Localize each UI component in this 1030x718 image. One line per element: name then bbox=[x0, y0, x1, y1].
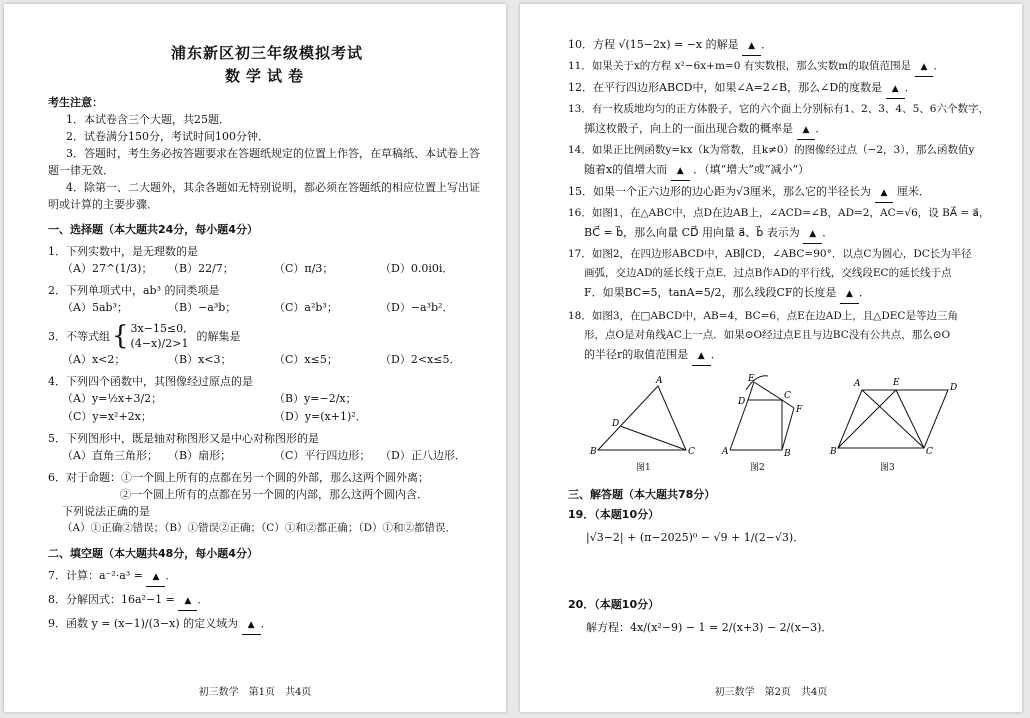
q10-answer-blank bbox=[742, 36, 761, 56]
q9-answer-blank bbox=[242, 615, 261, 635]
q2-option-d: （D）−a³b²． bbox=[380, 301, 454, 314]
question-13: 13．有一枚质地均匀的正方体骰子，它的六个面上分别标有1、2、3、4、5、6六个数字， bbox=[568, 103, 989, 115]
figure-3-parallelogram bbox=[838, 390, 948, 448]
question-6-options: （A）①正确②错误；（B）①错误②正确；（C）①和②都正确；（D）①和②都错误． bbox=[62, 522, 456, 534]
q5-option-d: （D）正八边形． bbox=[380, 449, 466, 462]
question-6-line-2: ②一个圆上所有的点都在另一个圆的内部，那么这两个圆内含． bbox=[120, 488, 428, 501]
q7-answer-blank bbox=[146, 567, 165, 587]
question-1-options bbox=[48, 260, 486, 278]
question-19-heading: 19．（本题10分） bbox=[568, 508, 660, 521]
question-5-options bbox=[48, 447, 486, 465]
question-4-options-row-1 bbox=[48, 390, 486, 408]
notice-3: 3．答题时，考生务必按答题要求在答题纸规定的位置上作答，在草稿纸、本试卷上答 bbox=[66, 147, 480, 160]
figure-2-quadrilateral bbox=[730, 376, 794, 450]
q2-option-b: （B）−a³b； bbox=[168, 301, 237, 314]
question-18-cont: 形，点O是对角线AC上一点．如果⊙O经过点E且与边BC没有公共点，那么⊙O bbox=[584, 329, 951, 341]
question-6-line-3: 下列说法正确的是 bbox=[62, 505, 150, 518]
exam-page-2 bbox=[520, 4, 1022, 712]
notice-4-cont: 明或计算的主要步骤． bbox=[48, 198, 158, 211]
q9-blank-mark: ▲ bbox=[247, 620, 255, 630]
q4-option-c: （C）y=x²+2x； bbox=[62, 410, 152, 423]
notice-heading: 考生注意： bbox=[48, 96, 103, 109]
q11-blank-mark: ▲ bbox=[920, 62, 928, 72]
question-4-options-row-2 bbox=[48, 408, 486, 426]
q3-prefix: 3．不等式组 bbox=[48, 329, 110, 343]
q12-text: 12．在平行四边形ABCD中，如果∠A=2∠B，那么∠D的度数是 bbox=[568, 81, 883, 94]
q3-system bbox=[131, 321, 189, 351]
q14-text-2: 随着x的值增大而 bbox=[584, 163, 668, 176]
fig3-label-a: A bbox=[854, 379, 861, 389]
q15-answer-blank bbox=[875, 183, 894, 203]
q7-blank-mark: ▲ bbox=[152, 572, 160, 582]
q2-option-c: （C）a²b³； bbox=[274, 301, 338, 314]
q13-text-2: 掷这枚骰子，向上的一面出现合数的概率是 bbox=[584, 122, 793, 135]
q3-option-d: （D）2<x≤5． bbox=[380, 353, 461, 366]
fig2-label-a: A bbox=[722, 447, 729, 457]
q14-text-3: ．（填“增大”或“减小”） bbox=[693, 163, 810, 176]
question-7: 7．计算：a⁻²·a³ = ▲ ． bbox=[48, 567, 486, 587]
question-17: 17．如图2，在四边形ABCD中，AB∥CD，∠ABC=90°．以点C为圆心，DC长为半径 bbox=[568, 248, 972, 260]
fig1-label-a: A bbox=[656, 376, 663, 386]
figure-3-caption: 图3 bbox=[880, 463, 895, 473]
q16-blank-mark: ▲ bbox=[809, 229, 817, 239]
question-13-cont: 掷这枚骰子，向上的一面出现合数的概率是 ▲ ． bbox=[568, 120, 998, 140]
question-2-options bbox=[48, 299, 486, 317]
q9-text: 9．函数 y = (x−1)/(3−x) 的定义域为 bbox=[48, 617, 239, 630]
q11-text: 11．如果关于x的方程 x²−6x+m=0 有实数根，那么实数m的取值范围是 bbox=[568, 60, 912, 72]
question-14-cont bbox=[568, 161, 998, 181]
q18-answer-blank bbox=[692, 346, 711, 366]
notice-1: 1．本试卷含三个大题，共25题． bbox=[66, 113, 230, 126]
q4-option-d: （D）y=(x+1)²． bbox=[274, 410, 367, 423]
question-3-options bbox=[48, 351, 486, 369]
q17-blank-mark: ▲ bbox=[846, 289, 853, 299]
notice-2: 2．试卷满分150分，考试时间100分钟． bbox=[66, 130, 269, 143]
q8-blank-mark: ▲ bbox=[184, 596, 192, 606]
question-18-cont-2: 的半径r的取值范围是 ▲ ． bbox=[568, 346, 998, 366]
geometry-figures bbox=[568, 372, 998, 472]
q13-blank-mark: ▲ bbox=[802, 125, 810, 135]
q12-blank-mark: ▲ bbox=[891, 84, 899, 94]
question-11: 11．如果关于x的方程 x²−6x+m=0 有实数根，那么实数m的取值范围是 ▲ ． bbox=[568, 58, 998, 77]
question-16-cont: BC⃗ = b⃗，那么向量 CD⃗ 用向量 a⃗、b⃗ 表示为 ▲ ． bbox=[568, 224, 998, 244]
question-17-cont: 画弧，交边AD的延长线于点E．过点B作AD的平行线，交线段EC的延长线于点 bbox=[584, 267, 952, 279]
q11-answer-blank bbox=[915, 58, 934, 77]
q7-text: 7．计算：a⁻²·a³ = bbox=[48, 569, 143, 582]
q15-blank-mark: ▲ bbox=[880, 188, 888, 198]
q13-answer-blank bbox=[797, 120, 816, 140]
question-14: 14．如果正比例函数y=kx（k为常数，且k≠0）的图像经过点（−2，3），那么函数值y bbox=[568, 144, 975, 156]
fig1-label-d: D bbox=[612, 419, 620, 429]
question-12: 12．在平行四边形ABCD中，如果∠A=2∠B，那么∠D的度数是 ▲ ． bbox=[568, 79, 998, 99]
q3-system-line-1: 3x−15≤0, bbox=[130, 322, 187, 335]
q3-suffix: 的解集是 bbox=[196, 329, 241, 343]
q1-option-c: （C）π/3； bbox=[274, 262, 334, 275]
question-10: 10．方程 √(15−2x) = −x 的解是 ▲ ． bbox=[568, 36, 998, 56]
q1-option-b: （B）22/7； bbox=[168, 262, 234, 275]
q5-option-a: （A）直角三角形； bbox=[62, 449, 158, 462]
q8-answer-blank bbox=[178, 591, 197, 611]
question-4: 4．下列四个函数中，其图像经过原点的是 bbox=[48, 375, 253, 388]
fig3-label-d: D bbox=[950, 383, 958, 393]
page-2-content bbox=[568, 34, 998, 682]
q14-blank-mark: ▲ bbox=[676, 166, 684, 176]
question-9: 9．函数 y = (x−1)/(3−x) 的定义域为 ▲ ． bbox=[48, 615, 486, 635]
question-18: 18．如图3，在□ABCD中，AB=4，BC=6，点E在边AD上，且△DEC是等边三角 bbox=[568, 310, 958, 322]
q10-blank-mark: ▲ bbox=[748, 41, 756, 51]
fig2-label-c: C bbox=[784, 391, 791, 401]
question-2: 2．下列单项式中，ab³ 的同类项是 bbox=[48, 284, 220, 297]
fig2-label-f: F bbox=[796, 405, 803, 415]
q3-option-c: （C）x≤5； bbox=[274, 353, 338, 366]
q1-option-a: （A）27^(1/3)； bbox=[62, 262, 153, 275]
question-1: 1．下列实数中，是无理数的是 bbox=[48, 245, 198, 258]
question-15 bbox=[568, 183, 998, 203]
q17-answer-blank bbox=[840, 284, 859, 304]
question-8: 8．分解因式：16a²−1 = ▲ ． bbox=[48, 591, 486, 611]
q3-system-line-2: (4−x)/2>1 bbox=[130, 337, 189, 350]
q10-text: 10．方程 √(15−2x) = −x 的解是 bbox=[568, 38, 739, 51]
exam-title: 浦东新区初三年级模拟考试 bbox=[170, 44, 363, 62]
q3-option-b: （B）x<3； bbox=[168, 353, 232, 366]
q2-option-a: （A）5ab³； bbox=[62, 301, 128, 314]
exam-page-1 bbox=[4, 4, 506, 712]
q3-system-brace: { bbox=[112, 321, 129, 351]
figure-1-caption: 图1 bbox=[636, 463, 651, 473]
q18-text-3: 的半径r的取值范围是 bbox=[584, 348, 689, 361]
q5-option-c: （C）平行四边形； bbox=[274, 449, 371, 462]
question-5: 5．下列图形中，既是轴对称图形又是中心对称图形的是 bbox=[48, 432, 319, 445]
question-17-cont-2: F．如果BC=5，tanA=5/2，那么线段CF的长度是 ▲ ． bbox=[568, 284, 998, 304]
fig2-label-e: E bbox=[748, 374, 755, 384]
fig3-label-b: B bbox=[830, 447, 837, 457]
question-20-expression: 解方程：4x/(x²−9) − 1 = 2/(x+3) − 2/(x−3)． bbox=[586, 621, 833, 634]
question-16: 16．如图1，在△ABC中，点D在边AB上，∠ACD=∠B，AD=2，AC=√6，设 BA⃗ = a⃗， bbox=[568, 207, 990, 219]
question-3 bbox=[48, 321, 486, 351]
question-6: 6．对于命题：①一个圆上所有的点都在另一个圆的外部，那么这两个圆外离； bbox=[48, 471, 429, 484]
exam-subtitle: 数学试卷 bbox=[224, 67, 309, 85]
fig1-label-c: C bbox=[688, 447, 695, 457]
fig3-label-c: C bbox=[926, 447, 933, 457]
section-3-heading: 三、解答题（本大题共78分） bbox=[568, 488, 716, 501]
question-20-heading: 20．（本题10分） bbox=[568, 598, 660, 611]
q12-answer-blank bbox=[886, 79, 905, 99]
page-2-footer: 初三数学 第2页 共4页 bbox=[714, 687, 828, 698]
q5-option-b: （B）扇形； bbox=[168, 449, 232, 462]
q4-option-b: （B）y=−2/x； bbox=[274, 392, 357, 405]
q3-option-a: （A）x<2； bbox=[62, 353, 126, 366]
q4-option-a: （A）y=½x+3/2； bbox=[62, 392, 163, 405]
notice-4: 4．除第一、二大题外，其余各题如无特别说明，都必须在答题纸的相应位置上写出证 bbox=[66, 181, 480, 194]
q14-answer-blank bbox=[671, 161, 690, 181]
q15-unit: 厘米． bbox=[896, 185, 930, 198]
figure-1-triangle bbox=[598, 386, 686, 450]
q15-text: 15．如果一个正六边形的边心距为√3厘米，那么它的半径长为 bbox=[568, 185, 872, 198]
q8-text: 8．分解因式：16a²−1 = bbox=[48, 593, 175, 606]
q16-text-2: BC⃗ = b⃗，那么向量 CD⃗ 用向量 a⃗、b⃗ 表示为 bbox=[584, 226, 800, 239]
q18-blank-mark: ▲ bbox=[697, 351, 705, 361]
figure-1-labels bbox=[589, 376, 695, 457]
question-19-expression: |√3−2| + (π−2025)⁰ − √9 + 1/(2−√3)． bbox=[586, 531, 805, 544]
page-1-content bbox=[48, 42, 486, 682]
section-1-heading: 一、选择题（本大题共24分，每小题4分） bbox=[48, 223, 258, 236]
notice-3-cont: 题一律无效． bbox=[48, 164, 114, 177]
q17-text-3: F．如果BC=5，tanA=5/2，那么线段CF的长度是 bbox=[584, 286, 837, 299]
fig1-label-b: B bbox=[590, 447, 597, 457]
q16-answer-blank bbox=[803, 224, 822, 244]
section-2-heading: 二、填空题（本大题共48分，每小题4分） bbox=[48, 547, 258, 560]
fig2-label-b: B bbox=[784, 449, 791, 459]
page-1-footer: 初三数学 第1页 共4页 bbox=[198, 687, 312, 698]
fig3-label-e: E bbox=[893, 378, 900, 388]
fig2-label-d: D bbox=[738, 397, 746, 407]
figure-2-caption: 图2 bbox=[750, 463, 765, 473]
figures-svg bbox=[568, 372, 998, 472]
q1-option-d: （D）0.0i0i． bbox=[380, 262, 454, 275]
